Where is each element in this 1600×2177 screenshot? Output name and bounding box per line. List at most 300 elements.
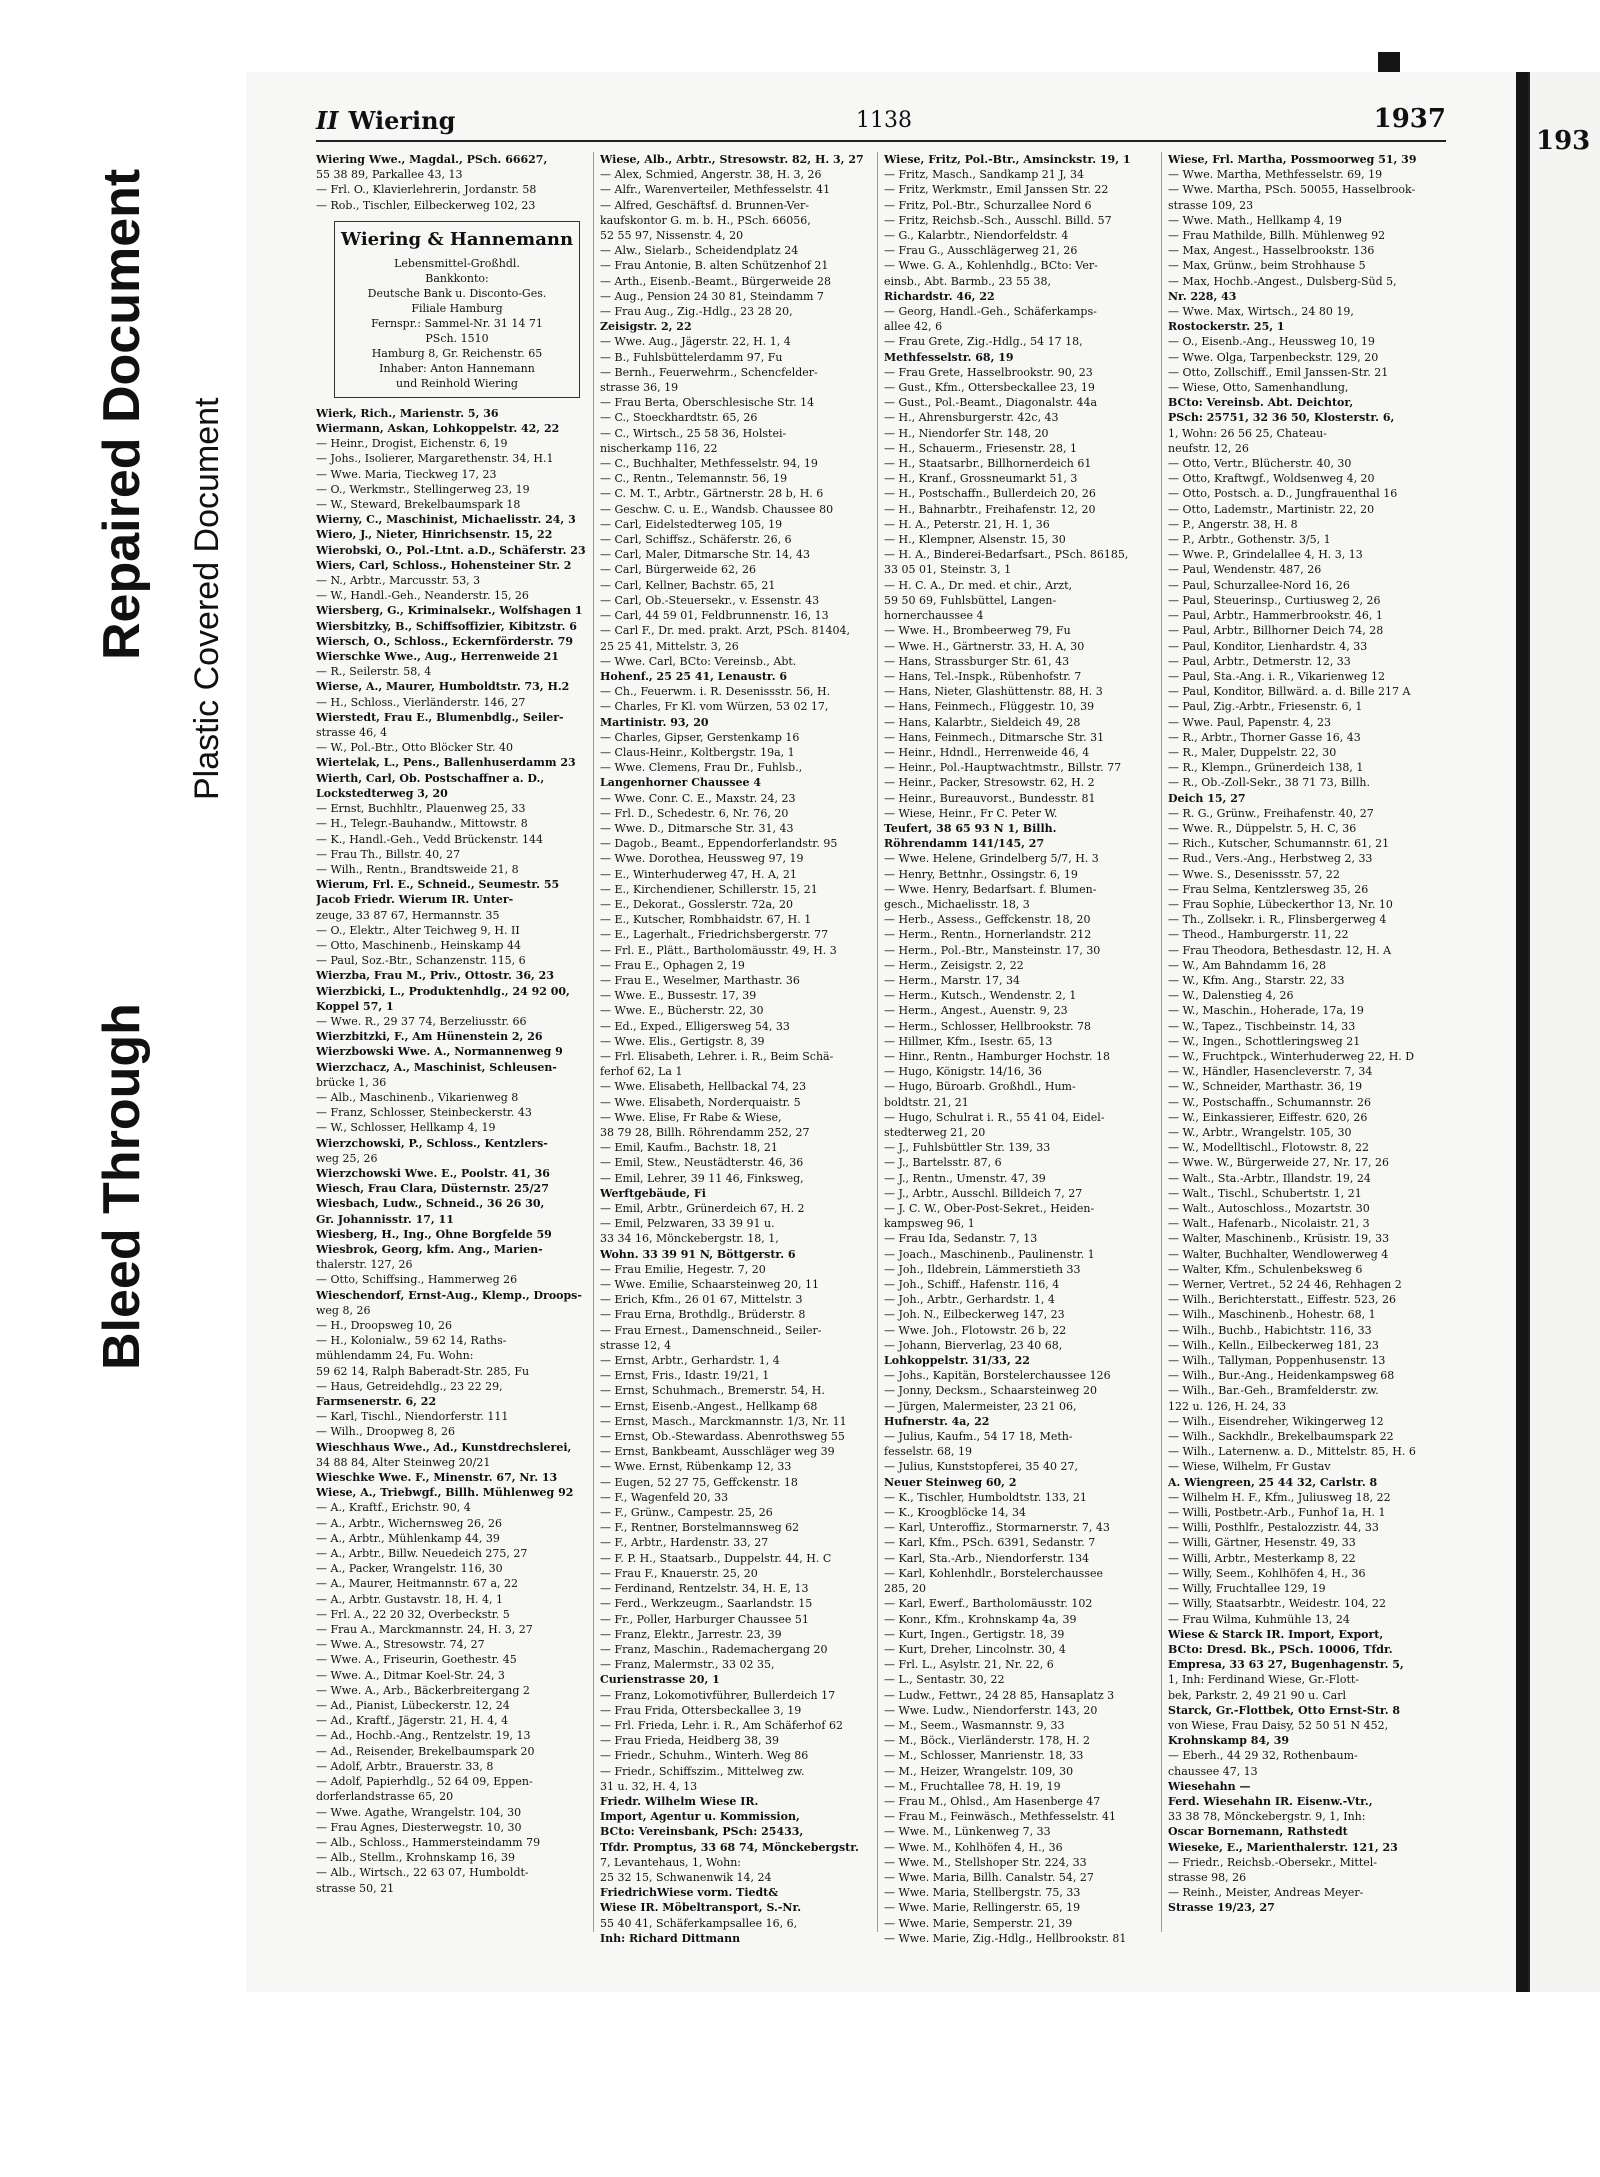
directory-entry: — Joh., Ildebrein, Lämmerstieth 33 — [884, 1262, 1081, 1276]
directory-entry: — Heinr., Pol.-Hauptwachtmstr., Billstr. 77 — [884, 761, 1122, 775]
directory-entry: — Wwe. E., Bücherstr. 22, 30 — [600, 1004, 764, 1018]
directory-entry: — A., Arbtr., Billw. Neuedeich 275, 27 — [316, 1547, 528, 1561]
directory-entry: — O., Elektr., Alter Teichweg 9, H. II — [316, 923, 520, 937]
directory-entry: — W., Fruchtpck., Winterhuderweg 22, H. D — [1168, 1049, 1415, 1063]
directory-entry: 34 88 84, Alter Steinweg 20/21 — [316, 1455, 491, 1469]
directory-entry: — Herm., Angest., Auenstr. 9, 23 — [884, 1004, 1068, 1018]
directory-entry: — Walt., Hafenarb., Nicolaistr. 21, 3 — [1168, 1217, 1370, 1231]
directory-entry: — Heinr., Bureauvorst., Bundesstr. 81 — [884, 791, 1096, 805]
directory-entry: thalerstr. 127, 26 — [316, 1258, 413, 1272]
directory-entry: — Wilh., Laternenw. a. D., Mittelstr. 85, H. 6 — [1168, 1445, 1416, 1459]
directory-entry: — Johs., Kapitän, Borstelerchaussee 126 — [884, 1369, 1111, 1383]
directory-entry: Wiese, Frl. Martha, Possmoorweg 51, 39 — [1168, 153, 1417, 166]
directory-entry: — Herm., Zeisigstr. 2, 22 — [884, 958, 1024, 972]
directory-entry: — Alex, Schmied, Angerstr. 38, H. 3, 26 — [600, 168, 822, 182]
directory-entry: — Otto, Kraftwgf., Woldsenweg 4, 20 — [1168, 472, 1375, 486]
directory-entry: — Wwe. E., Bussestr. 17, 39 — [600, 989, 757, 1003]
directory-entry: — F., Arbtr., Hardenstr. 33, 27 — [600, 1536, 769, 1550]
directory-entry: — Carl, Eidelstedterweg 105, 19 — [600, 517, 783, 531]
directory-entry: — Otto, Lademstr., Martinistr. 22, 20 — [1168, 502, 1375, 516]
directory-entry: — H. A., Binderei-Bedarfsart., PSch. 86185, — [884, 548, 1129, 562]
directory-entry: — Friedr., Schuhm., Winterh. Weg 86 — [600, 1749, 809, 1763]
directory-entry: — Wwe. D., Ditmarsche Str. 31, 43 — [600, 821, 794, 835]
directory-entry: 31 u. 32, H. 4, 13 — [600, 1779, 698, 1793]
directory-entry: — Heinr., Drogist, Eichenstr. 6, 19 — [316, 437, 508, 451]
directory-entry: Werftgebäude, Fi — [600, 1186, 706, 1200]
directory-entry: — Wwe. Joh., Flotowstr. 26 b, 22 — [884, 1323, 1067, 1337]
directory-entry: Import, Agentur u. Kommission, — [600, 1810, 800, 1824]
directory-entry: Wieschke Wwe. F., Minenstr. 67, Nr. 13 — [316, 1471, 558, 1485]
directory-entry: — Fr., Poller, Harburger Chaussee 51 — [600, 1612, 809, 1626]
directory-entry: — Wwe. A., Friseurin, Goethestr. 45 — [316, 1653, 517, 1667]
column-4 — [1168, 152, 1438, 1916]
directory-entry: Teufert, 38 65 93 N 1, Billh. — [884, 821, 1057, 835]
directory-entry: — Hans, Nieter, Glashüttenstr. 88, H. 3 — [884, 685, 1103, 699]
directory-entry: — Hinr., Rentn., Hamburger Hochstr. 18 — [884, 1049, 1110, 1063]
directory-entry: — C., Stoeckhardtstr. 65, 26 — [600, 411, 758, 425]
directory-entry: — Paul, Konditor, Billwärd. a. d. Bille 217 A — [1168, 685, 1411, 699]
directory-entry: — Wilh., Kelln., Eilbeckerweg 181, 23 — [1168, 1338, 1379, 1352]
directory-entry: strasse 50, 21 — [316, 1881, 395, 1895]
directory-entry: Wierum, Frl. E., Schneid., Seumestr. 55 — [316, 878, 560, 892]
directory-entry: — O., Werkmstr., Stellingerweg 23, 19 — [316, 482, 530, 496]
directory-entry: — R., Seilerstr. 58, 4 — [316, 665, 432, 679]
directory-entry: — Wilh., Berichterstatt., Eiffestr. 523, 26 — [1168, 1293, 1396, 1307]
directory-entry: — Frau Grete, Zig.-Hdlg., 54 17 18, — [884, 335, 1083, 349]
directory-entry: — Willi, Posthlfr., Pestalozzistr. 44, 33 — [1168, 1521, 1379, 1535]
directory-entry: Wiersbitzky, B., Schiffsoffizier, Kibitzstr. 6 — [316, 619, 577, 633]
directory-entry: — Joach., Maschinenb., Paulinenstr. 1 — [884, 1247, 1095, 1261]
directory-entry: — Bernh., Feuerwehrm., Schencfelder- — [600, 365, 818, 379]
directory-entry: — Emil, Kaufm., Bachstr. 18, 21 — [600, 1141, 778, 1155]
directory-entry: Wiersberg, G., Kriminalsekr., Wolfshagen 1 — [316, 604, 583, 618]
directory-entry: — E., Kirchendiener, Schillerstr. 15, 21 — [600, 882, 818, 896]
directory-entry: — Fritz, Masch., Sandkamp 21 J, 34 — [884, 168, 1084, 182]
directory-entry: — W., Dalenstieg 4, 26 — [1168, 989, 1294, 1003]
directory-entry: — Rud., Vers.-Ang., Herbstweg 2, 33 — [1168, 852, 1373, 866]
directory-entry: — Ernst, Ob.-Stewardass. Abenrothsweg 55 — [600, 1430, 845, 1444]
directory-entry: — Haus, Getreidehdlg., 23 22 29, — [316, 1379, 503, 1393]
directory-entry: — Theod., Hamburgerstr. 11, 22 — [1168, 928, 1349, 942]
directory-entry: — H., Telegr.-Bauhandw., Mittowstr. 8 — [316, 817, 528, 831]
directory-entry: Wierzbowski Wwe. A., Normannenweg 9 — [316, 1045, 563, 1059]
directory-entry: — Wwe. M., Lünkenweg 7, 33 — [884, 1825, 1051, 1839]
directory-entry: — Frau E., Ophagen 2, 19 — [600, 958, 745, 972]
directory-entry: Wierzchowski, P., Schloss., Kentzlers- — [316, 1136, 548, 1150]
directory-entry: — Wwe. Marie, Zig.-Hdlg., Hellbrookstr. 81 — [884, 1931, 1127, 1945]
directory-entry: — Franz, Maschin., Rademachergang 20 — [600, 1642, 828, 1656]
directory-entry: — Wwe. Max, Wirtsch., 24 80 19, — [1168, 305, 1354, 319]
directory-entry: — Wwe. Conr. C. E., Maxstr. 24, 23 — [600, 791, 796, 805]
directory-entry: — Heinr., Packer, Stresowstr. 62, H. 2 — [884, 776, 1095, 790]
directory-entry: Neuer Steinweg 60, 2 — [884, 1475, 1017, 1489]
directory-entry: Wierny, C., Maschinist, Michaelisstr. 24, 3 — [316, 513, 576, 527]
gutter-shadow — [1516, 72, 1528, 1992]
directory-entry: Krohnskamp 84, 39 — [1168, 1734, 1290, 1748]
directory-entry: — Herm., Rentn., Hornerlandstr. 212 — [884, 928, 1092, 942]
directory-entry: — Frau Selma, Kentzlersweg 35, 26 — [1168, 882, 1369, 896]
directory-entry: — E., Winterhuderweg 47, H. A, 21 — [600, 867, 797, 881]
ad-line: Bankkonto: — [425, 271, 489, 285]
directory-entry: — H., Niendorfer Str. 148, 20 — [884, 426, 1049, 440]
directory-entry: — Frl. O., Klavierlehrerin, Jordanstr. 58 — [316, 183, 537, 197]
directory-entry: — Frl. Elisabeth, Lehrer. i. R., Beim Schä- — [600, 1049, 834, 1063]
directory-entry: — W., Modelltischl., Flotowstr. 8, 22 — [1168, 1141, 1370, 1155]
ad-line: Fernspr.: Sammel-Nr. 31 14 71 — [371, 316, 543, 330]
directory-entry: Rostockerstr. 25, 1 — [1168, 320, 1285, 334]
directory-entry: — N., Arbtr., Marcusstr. 53, 3 — [316, 574, 481, 588]
directory-entry: — Hugo, Schulrat i. R., 55 41 04, Eidel- — [884, 1110, 1105, 1124]
directory-entry: Lockstedterweg 3, 20 — [316, 786, 448, 800]
directory-entry: — Jürgen, Malermeister, 23 21 06, — [884, 1399, 1077, 1413]
directory-entry: — E., Dekorat., Gosslerstr. 72a, 20 — [600, 897, 793, 911]
directory-entry: — Gust., Pol.-Beamt., Diagonalstr. 44a — [884, 396, 1098, 410]
directory-entry: Wiese & Starck IR. Import, Export, — [1168, 1627, 1384, 1641]
directory-entry: — Wwe. Maria, Tieckweg 17, 23 — [316, 467, 497, 481]
directory-entry: — Wwe. R., Düppelstr. 5, H. C, 36 — [1168, 821, 1357, 835]
directory-entry: 33 38 78, Mönckebergstr. 9, 1, Inh: — [1168, 1810, 1366, 1824]
directory-entry: — H., Postschaffn., Bullerdeich 20, 26 — [884, 487, 1096, 501]
directory-entry: — Paul, Konditor, Lienhardstr. 4, 33 — [1168, 639, 1368, 653]
directory-entry: — Herm., Marstr. 17, 34 — [884, 973, 1020, 987]
directory-entry: — Ernst, Schuhmach., Bremerstr. 54, H. — [600, 1384, 825, 1398]
directory-entry: — Wwe. Olga, Tarpenbeckstr. 129, 20 — [1168, 350, 1379, 364]
directory-entry: Wieschhaus Wwe., Ad., Kunstdrechslerei, — [316, 1440, 572, 1454]
directory-entry: — Henry, Bettnhr., Ossingstr. 6, 19 — [884, 867, 1078, 881]
directory-entry: — Ernst, Masch., Marckmannstr. 1/3, Nr. 11 — [600, 1414, 847, 1428]
directory-entry: — Herm., Pol.-Btr., Mansteinstr. 17, 30 — [884, 943, 1101, 957]
directory-entry: — Wwe. Marie, Semperstr. 21, 39 — [884, 1916, 1073, 1930]
directory-entry: — Wwe. Emilie, Schaarsteinweg 20, 11 — [600, 1278, 820, 1292]
page-number: 1138 — [856, 108, 912, 133]
directory-entry: Wiesberg, H., Ing., Ohne Borgfelde 59 — [316, 1227, 552, 1241]
directory-entry: — W., Kfm. Ang., Starstr. 22, 33 — [1168, 973, 1345, 987]
directory-entry: — Frau M., Feinwäsch., Methfesselstr. 41 — [884, 1810, 1117, 1824]
directory-entry: strasse 12, 4 — [600, 1338, 672, 1352]
directory-entry: — M., Heizer, Wrangelstr. 109, 30 — [884, 1764, 1074, 1778]
directory-entry: — Eberh., 44 29 32, Rothenbaum- — [1168, 1749, 1358, 1763]
directory-entry: — Wwe. Aug., Jägerstr. 22, H. 1, 4 — [600, 335, 791, 349]
directory-entry: — Franz, Schlosser, Steinbeckerstr. 43 — [316, 1106, 532, 1120]
directory-entry: — Paul, Arbtr., Hammerbrookstr. 46, 1 — [1168, 609, 1383, 623]
directory-entry: Lohkoppelstr. 31/33, 22 — [884, 1354, 1030, 1368]
directory-entry: PSch: 25751, 32 36 50, Klosterstr. 6, — [1168, 411, 1395, 425]
directory-entry: — Carl, Maler, Ditmarsche Str. 14, 43 — [600, 548, 811, 562]
directory-entry: hornerchaussee 4 — [884, 609, 984, 623]
advertisement-box — [334, 221, 580, 398]
directory-entry: — Alw., Sielarb., Scheidendplatz 24 — [600, 244, 799, 258]
directory-entry: — Karl, Tischl., Niendorferstr. 111 — [316, 1410, 509, 1424]
directory-entry: — Johann, Bierverlag, 23 40 68, — [884, 1338, 1063, 1352]
directory-entry: — H., Klempner, Alsenstr. 15, 30 — [884, 533, 1066, 547]
directory-entry: — Ernst, Arbtr., Gerhardstr. 1, 4 — [600, 1354, 780, 1368]
directory-entry: Farmsenerstr. 6, 22 — [316, 1395, 437, 1409]
directory-entry: — Wwe. Elisabeth, Norderquaistr. 5 — [600, 1095, 801, 1109]
directory-entry: 7, Levantehaus, 1, Wohn: — [600, 1855, 742, 1869]
ad-line: Filiale Hamburg — [411, 301, 503, 315]
directory-entry: — Wwe. Elise, Fr Rabe & Wiese, — [600, 1110, 782, 1124]
directory-entry: — Otto, Maschinenb., Heinskamp 44 — [316, 938, 521, 952]
directory-entry: Koppel 57, 1 — [316, 999, 394, 1013]
directory-entry: — Ferdinand, Rentzelstr. 34, H. E, 13 — [600, 1582, 809, 1596]
ad-line: Inhaber: Anton Hannemann — [379, 361, 535, 375]
directory-entry: — Frau Frida, Ottersbeckallee 3, 19 — [600, 1703, 802, 1717]
directory-entry: — Karl, Sta.-Arb., Niendorferstr. 134 — [884, 1551, 1090, 1565]
directory-entry: — K., Handl.-Geh., Vedd Brückenstr. 144 — [316, 832, 544, 846]
directory-entry: — Wwe. P., Grindelallee 4, H. 3, 13 — [1168, 548, 1363, 562]
column-1 — [316, 152, 586, 1896]
directory-entry: — Konr., Kfm., Krohnskamp 4a, 39 — [884, 1612, 1077, 1626]
directory-entry: — Willy, Staatsarbtr., Weidestr. 104, 22 — [1168, 1597, 1386, 1611]
directory-entry: — Frau Antonie, B. alten Schützenhof 21 — [600, 259, 829, 273]
ad-line: PSch. 1510 — [425, 331, 489, 345]
directory-entry: — Arth., Eisenb.-Beamt., Bürgerweide 28 — [600, 274, 831, 288]
directory-entry: Deich 15, 27 — [1168, 791, 1246, 805]
directory-entry: Martinistr. 93, 20 — [600, 715, 709, 729]
directory-entry: — W., Am Bahndamm 16, 28 — [1168, 958, 1326, 972]
directory-entry: — Friedr., Reichsb.-Obersekr., Mittel- — [1168, 1855, 1378, 1869]
directory-entry: — Wwe. Henry, Bedarfsart. f. Blumen- — [884, 882, 1097, 896]
directory-entry: — Wilh., Droopweg 8, 26 — [316, 1425, 456, 1439]
directory-entry: — Otto, Vertr., Blücherstr. 40, 30 — [1168, 457, 1352, 471]
directory-entry: — Jonny, Decksm., Schaarsteinweg 20 — [884, 1384, 1097, 1398]
directory-entry: A. Wiengreen, 25 44 32, Carlstr. 8 — [1168, 1475, 1378, 1489]
directory-entry: — Wwe. Ernst, Rübenkamp 12, 33 — [600, 1460, 792, 1474]
directory-entry: — Franz, Elektr., Jarrestr. 23, 39 — [600, 1627, 782, 1641]
directory-entry: 38 79 28, Billh. Röhrendamm 252, 27 — [600, 1126, 810, 1139]
directory-entry: Friedr. Wilhelm Wiese IR. — [600, 1794, 759, 1808]
directory-entry: — Paul, Arbtr., Detmerstr. 12, 33 — [1168, 654, 1351, 668]
directory-entry: — C., Wirtsch., 25 58 36, Holstei- — [600, 426, 787, 440]
directory-entry: Wierschke Wwe., Aug., Herrenweide 21 — [316, 650, 559, 664]
directory-entry: — Wiese, Otto, Samenhandlung, — [1168, 381, 1349, 395]
directory-entry: — Paul, Wendenstr. 487, 26 — [1168, 563, 1322, 577]
directory-entry: — R., Ob.-Zoll-Sekr., 38 71 73, Billh. — [1168, 776, 1371, 790]
directory-entry: — Wwe. Math., Hellkamp 4, 19 — [1168, 213, 1342, 227]
label-plastic-covered-document: Plastic Covered Document — [188, 397, 226, 800]
directory-entry: — Ad., Kraftf., Jägerstr. 21, H. 4, 4 — [316, 1714, 509, 1728]
directory-entry: — Herb., Assess., Geffckenstr. 18, 20 — [884, 913, 1091, 927]
directory-entry: — Willi, Arbtr., Mesterkamp 8, 22 — [1168, 1551, 1356, 1565]
directory-entry: — Hans, Feinmech., Flüggestr. 10, 39 — [884, 700, 1095, 714]
directory-entry: — Franz, Lokomotivführer, Bullerdeich 17 — [600, 1688, 836, 1702]
directory-entry: brücke 1, 36 — [316, 1075, 387, 1089]
directory-entry: gesch., Michaelisstr. 18, 3 — [884, 897, 1030, 911]
directory-entry: Wiertelak, L., Pens., Ballenhuserdamm 23 — [316, 756, 576, 770]
directory-entry: — Hugo, Königstr. 14/16, 36 — [884, 1065, 1042, 1079]
directory-entry: Wiese, Alb., Arbtr., Stresowstr. 82, H. 3, 27 — [600, 153, 864, 166]
column-divider — [593, 152, 594, 1932]
directory-entry: — Wwe. G. A., Kohlenhdlg., BCto: Ver- — [884, 259, 1098, 273]
directory-entry: — W., Händler, Hasencleverstr. 7, 34 — [1168, 1065, 1373, 1079]
directory-entry: — Wwe. A., Stresowstr. 74, 27 — [316, 1638, 485, 1652]
directory-entry: — Willi, Gärtner, Hesenstr. 49, 33 — [1168, 1536, 1356, 1550]
directory-entry: — Frau Berta, Oberschlesische Str. 14 — [600, 396, 815, 410]
directory-entry: — M., Schlosser, Manrienstr. 18, 33 — [884, 1749, 1084, 1763]
directory-entry: 122 u. 126, H. 24, 33 — [1168, 1399, 1287, 1413]
directory-entry: Tfdr. Promptus, 33 68 74, Mönckebergstr. — [600, 1840, 859, 1854]
directory-entry: ferhof 62, La 1 — [600, 1065, 683, 1079]
directory-entry: — Frau Aug., Zig.-Hdlg., 23 28 20, — [600, 305, 793, 319]
directory-entry: fesselstr. 68, 19 — [884, 1445, 972, 1459]
directory-entry: — Julius, Kunststopferei, 35 40 27, — [884, 1460, 1079, 1474]
directory-entry: — Paul, Sta.-Ang. i. R., Vikarienweg 12 — [1168, 669, 1385, 683]
directory-entry: — R., Arbtr., Thorner Gasse 16, 43 — [1168, 730, 1361, 744]
directory-entry: — Carl, Schiffsz., Schäferstr. 26, 6 — [600, 533, 792, 547]
directory-entry: — Wwe. Dorothea, Heussweg 97, 19 — [600, 852, 804, 866]
directory-entry: — J. C. W., Ober-Post-Sekret., Heiden- — [884, 1202, 1095, 1216]
directory-entry: stedterweg 21, 20 — [884, 1126, 986, 1139]
directory-entry: — Julius, Kaufm., 54 17 18, Meth- — [884, 1430, 1073, 1444]
directory-entry: — M., Böck., Vierländerstr. 178, H. 2 — [884, 1734, 1090, 1748]
directory-entry: — Otto, Zollschiff., Emil Janssen-Str. 21 — [1168, 365, 1389, 379]
directory-entry: Hufnerstr. 4a, 22 — [884, 1414, 990, 1428]
directory-entry: Wierth, Carl, Ob. Postschaffner a. D., — [316, 771, 545, 785]
directory-entry: — Frl. D., Schedestr. 6, Nr. 76, 20 — [600, 806, 789, 820]
directory-entry: — Ernst, Buchhltr., Plauenweg 25, 33 — [316, 802, 526, 816]
directory-entry: — Emil, Lehrer, 39 11 46, Finksweg, — [600, 1171, 804, 1185]
binding-edge-mark — [1378, 52, 1400, 72]
directory-entry: — Willy, Fruchtallee 129, 19 — [1168, 1582, 1326, 1596]
directory-entry: — Frau Ernest., Damenschneid., Seiler- — [600, 1323, 822, 1337]
directory-entry: — M., Seem., Wasmannstr. 9, 33 — [884, 1718, 1065, 1732]
directory-entry: — Walt., Sta.-Arbtr., Illandstr. 19, 24 — [1168, 1171, 1371, 1185]
directory-entry: — Ernst, Bankbeamt, Ausschläger weg 39 — [600, 1445, 835, 1459]
directory-entry: — Frau Erna, Brothdlg., Brüderstr. 8 — [600, 1308, 806, 1322]
directory-entry: — Wilh., Eisendreher, Wikingerweg 12 — [1168, 1414, 1384, 1428]
directory-entry: strasse 46, 4 — [316, 726, 388, 740]
directory-entry: — W., Einkassierer, Eiffestr. 620, 26 — [1168, 1110, 1368, 1124]
directory-entry: — H., Staatsarbr., Billhornerdeich 61 — [884, 457, 1092, 471]
label-repaired-document: Repaired Document — [93, 168, 151, 660]
directory-entry: — A., Arbtr. Gustavstr. 18, H. 4, 1 — [316, 1592, 504, 1606]
directory-entry: — Frl. A., 22 20 32, Overbeckstr. 5 — [316, 1607, 510, 1621]
directory-entry: 55 40 41, Schäferkampsallee 16, 6, — [600, 1916, 798, 1930]
directory-entry: — E., Lagerhalt., Friedrichsbergerstr. 77 — [600, 928, 829, 942]
directory-entry: — Ad., Reisender, Brekelbaumspark 20 — [316, 1744, 535, 1758]
label-bleed-through: Bleed Through — [93, 1003, 151, 1370]
directory-entry: — Frau Th., Billstr. 40, 27 — [316, 847, 461, 861]
directory-entry: mühlendamm 24, Fu. Wohn: — [316, 1349, 474, 1363]
directory-entry: — Kurt, Ingen., Gertigstr. 18, 39 — [884, 1627, 1065, 1641]
directory-entry: — F., Wagenfeld 20, 33 — [600, 1490, 729, 1504]
directory-entry: weg 8, 26 — [316, 1303, 371, 1317]
directory-entry: — Wwe. Elis., Gertigstr. 8, 39 — [600, 1034, 765, 1048]
directory-entry: — Friedr., Schiffszim., Mittelweg zw. — [600, 1764, 805, 1778]
directory-entry: — Joh., Schiff., Hafenstr. 116, 4 — [884, 1278, 1060, 1292]
directory-entry: — Adolf, Papierhdlg., 52 64 09, Eppen- — [316, 1775, 533, 1789]
directory-entry: — Carl, Ob.-Steuersekr., v. Essenstr. 43 — [600, 593, 820, 607]
directory-entry: — B., Fuhlsbüttelerdamm 97, Fu — [600, 350, 783, 364]
directory-entry: — Frl. E., Plätt., Bartholomäusstr. 49, H. 3 — [600, 943, 837, 957]
directory-entry: — Wilh., Rentn., Brandtsweide 21, 8 — [316, 862, 519, 876]
directory-entry: — Wwe. Paul, Papenstr. 4, 23 — [1168, 715, 1331, 729]
directory-entry: — Ferd., Werkzeugm., Saarlandstr. 15 — [600, 1597, 813, 1611]
directory-entry: — Aug., Pension 24 30 81, Steindamm 7 — [600, 289, 824, 303]
directory-entry: — P., Arbtr., Gothenstr. 3/5, 1 — [1168, 533, 1331, 547]
directory-entry: — Kurt, Dreher, Lincolnstr. 30, 4 — [884, 1642, 1066, 1656]
directory-entry: Ferd. Wiesehahn IR. Eisenw.-Vtr., — [1168, 1794, 1373, 1808]
directory-entry: — Paul, Arbtr., Billhorner Deich 74, 28 — [1168, 624, 1384, 638]
directory-entry: — Charles, Fr Kl. vom Würzen, 53 02 17, — [600, 700, 829, 714]
directory-entry: Wierzba, Frau M., Priv., Ottostr. 36, 23 — [316, 969, 554, 983]
directory-entry: 1, Wohn: 26 56 25, Chateau- — [1168, 426, 1327, 440]
directory-entry: bek, Parkstr. 2, 49 21 90 u. Carl — [1168, 1688, 1347, 1702]
directory-entry: — Frl. L., Asylstr. 21, Nr. 22, 6 — [884, 1658, 1054, 1672]
directory-entry: — Emil, Arbtr., Grünerdeich 67, H. 2 — [600, 1202, 805, 1216]
directory-entry: — Hugo, Büroarb. Großhdl., Hum- — [884, 1080, 1076, 1094]
directory-entry: — Ad., Pianist, Lübeckerstr. 12, 24 — [316, 1699, 510, 1713]
directory-entry: — P., Angerstr. 38, H. 8 — [1168, 517, 1298, 531]
directory-entry: — A., Arbtr., Mühlenkamp 44, 39 — [316, 1531, 500, 1545]
directory-entry: — Karl, Kohlenhdlr., Borstelerchaussee — [884, 1566, 1103, 1580]
directory-entry: strasse 109, 23 — [1168, 198, 1254, 212]
directory-entry: — Wilh., Tallyman, Poppenhusenstr. 13 — [1168, 1354, 1386, 1368]
directory-entry: — J., Rentn., Umenstr. 47, 39 — [884, 1171, 1046, 1185]
directory-entry: — Frau Theodora, Bethesdastr. 12, H. A — [1168, 943, 1392, 957]
directory-entry: — Hillmer, Kfm., Isestr. 65, 13 — [884, 1034, 1053, 1048]
directory-entry: — Adolf, Arbtr., Brauerstr. 33, 8 — [316, 1759, 494, 1773]
directory-entry: 33 05 01, Steinstr. 3, 1 — [884, 563, 1012, 577]
directory-entry: Wieseke, E., Marienthalerstr. 121, 23 — [1168, 1840, 1398, 1854]
directory-entry: Curienstrasse 20, 1 — [600, 1673, 720, 1687]
directory-entry: — Wwe. A., Ditmar Koel-Str. 24, 3 — [316, 1668, 505, 1682]
directory-entry: — Paul, Zig.-Arbtr., Friesenstr. 6, 1 — [1168, 700, 1363, 714]
directory-entry: — C., Rentn., Telemannstr. 56, 19 — [600, 472, 788, 486]
directory-entry: kaufskontor G. m. b. H., PSch. 66056, — [600, 213, 811, 227]
directory-entry: — Alfred, Geschäftsf. d. Brunnen-Ver- — [600, 198, 809, 212]
directory-entry: — Wwe. Agathe, Wrangelstr. 104, 30 — [316, 1805, 522, 1819]
directory-entry: Wiese IR. Möbeltransport, S.-Nr. — [600, 1901, 802, 1915]
directory-entry: — Wwe. W., Bürgerweide 27, Nr. 17, 26 — [1168, 1156, 1389, 1170]
directory-entry: allee 42, 6 — [884, 320, 943, 334]
directory-entry: — Charles, Gipser, Gerstenkamp 16 — [600, 730, 800, 744]
directory-entry: — Wwe. S., Desenissstr. 57, 22 — [1168, 867, 1340, 881]
directory-entry: — Frau Frieda, Heidberg 38, 39 — [600, 1734, 780, 1748]
directory-entry: — Rich., Kutscher, Schumannstr. 61, 21 — [1168, 837, 1390, 851]
directory-entry: — Wwe. Martha, Methfesselstr. 69, 19 — [1168, 168, 1383, 182]
directory-entry: boldtstr. 21, 21 — [884, 1095, 969, 1109]
directory-entry: — W., Ingen., Schottleringsweg 21 — [1168, 1034, 1361, 1048]
directory-entry: Wierzchowski Wwe. E., Poolstr. 41, 36 — [316, 1166, 550, 1180]
column-divider — [877, 152, 878, 1932]
directory-entry: Wieschendorf, Ernst-Aug., Klemp., Droops- — [316, 1288, 582, 1302]
directory-entry: — Frau M., Ohlsd., Am Hasenberge 47 — [884, 1794, 1101, 1808]
directory-entry: Wierse, A., Maurer, Humboldtstr. 73, H.2 — [316, 680, 570, 694]
directory-entry: 52 55 97, Nissenstr. 4, 20 — [600, 229, 744, 243]
directory-entry: — Frau Wilma, Kuhmühle 13, 24 — [1168, 1612, 1350, 1626]
directory-entry: BCto: Vereinsbank, PSch: 25433, — [600, 1825, 804, 1839]
directory-entry: BCto: Vereinsb. Abt. Deichtor, — [1168, 396, 1354, 410]
directory-entry: — Heinr., Hdndl., Herrenweide 46, 4 — [884, 745, 1090, 759]
directory-entry: — W., Steward, Brekelbaumspark 18 — [316, 498, 521, 512]
directory-entry: neufstr. 12, 26 — [1168, 441, 1249, 455]
directory-entry: — E., Kutscher, Rombhaidstr. 67, H. 1 — [600, 913, 812, 927]
directory-entry: — Wwe. Martha, PSch. 50055, Hasselbrook- — [1168, 183, 1416, 197]
directory-entry: Wiero, J., Nieter, Hinrichsenstr. 15, 22 — [316, 528, 553, 542]
directory-entry: — J., Fuhlsbüttler Str. 139, 33 — [884, 1141, 1051, 1155]
directory-entry: — Geschw. C. u. E., Wandsb. Chaussee 80 — [600, 502, 834, 516]
directory-entry: — Hans, Kalarbtr., Sieldeich 49, 28 — [884, 715, 1081, 729]
column-2 — [600, 152, 870, 1946]
directory-entry: — Ernst, Eisenb.-Angest., Hellkamp 68 — [600, 1399, 818, 1413]
directory-entry: chaussee 47, 13 — [1168, 1764, 1258, 1778]
directory-entry: — Dagob., Beamt., Eppendorferlandstr. 95 — [600, 837, 838, 851]
directory-entry: — Karl, Kfm., PSch. 6391, Sedanstr. 7 — [884, 1536, 1096, 1550]
directory-entry: — H., Droopsweg 10, 26 — [316, 1319, 453, 1332]
directory-entry: strasse 36, 19 — [600, 381, 679, 395]
directory-entry: Zeisigstr. 2, 22 — [600, 320, 692, 334]
